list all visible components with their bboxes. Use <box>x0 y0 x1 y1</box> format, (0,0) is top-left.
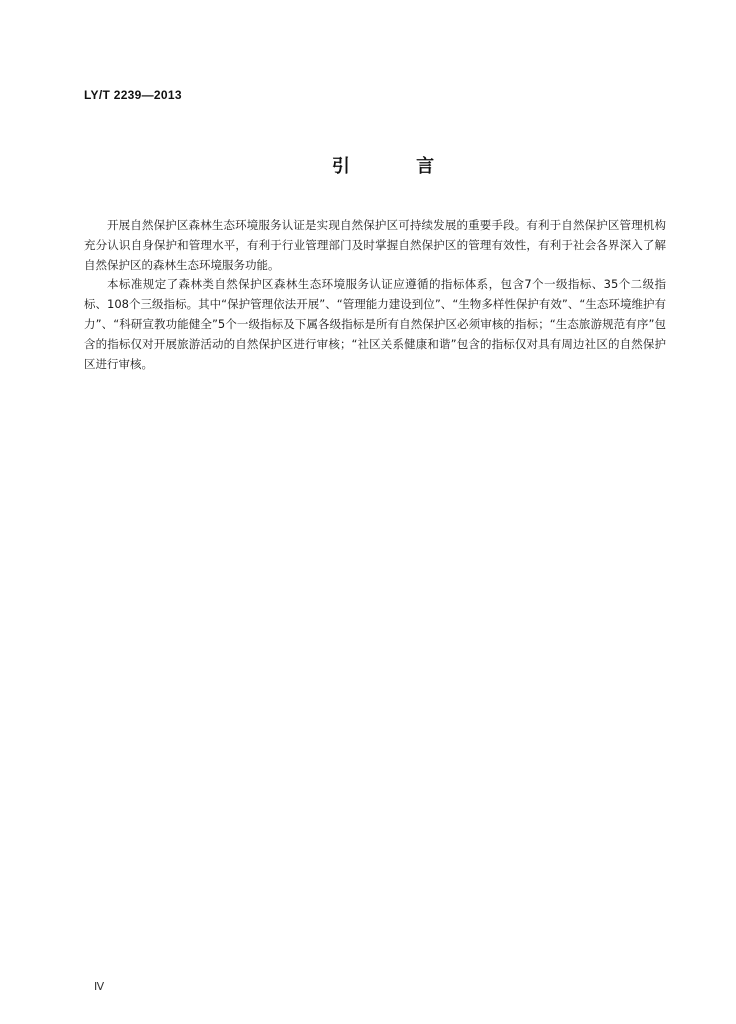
page-title: 引 言 <box>331 156 465 177</box>
paragraph-1: 开展自然保护区森林生态环境服务认证是实现自然保护区可持续发展的重要手段。有利于自然保护区管理机构充分认识自身保护和管理水平，有利于行业管理部门及时掌握自然保护区的管理有效性，有利于社会各界深入了解自然保护区的森林生态环境服务功能。 <box>84 218 666 272</box>
paragraph-2: 本标准规定了森林类自然保护区森林生态环境服务认证应遵循的指标体系，包含7个一级指标、35个二级指标、108个三级指标。其中“保护管理依法开展”、“管理能力建设到位”、“生物多样性保护有效”、“生态环境维护有力”、“科研宣教功能健全”5个一级指标及下属各级指标是所有自然保护区必须审核的指标；“生态旅游规范有序”包含的指标仅对开展旅游活动的自然保护区进行审核；“社区关系健康和谐”包含的指标仅对具有周边社区的自然保护区进行审核。 <box>84 277 666 371</box>
body-text <box>84 216 666 374</box>
standard-code: LY/T 2239—2013 <box>84 88 182 102</box>
page-number: Ⅳ <box>94 981 105 993</box>
